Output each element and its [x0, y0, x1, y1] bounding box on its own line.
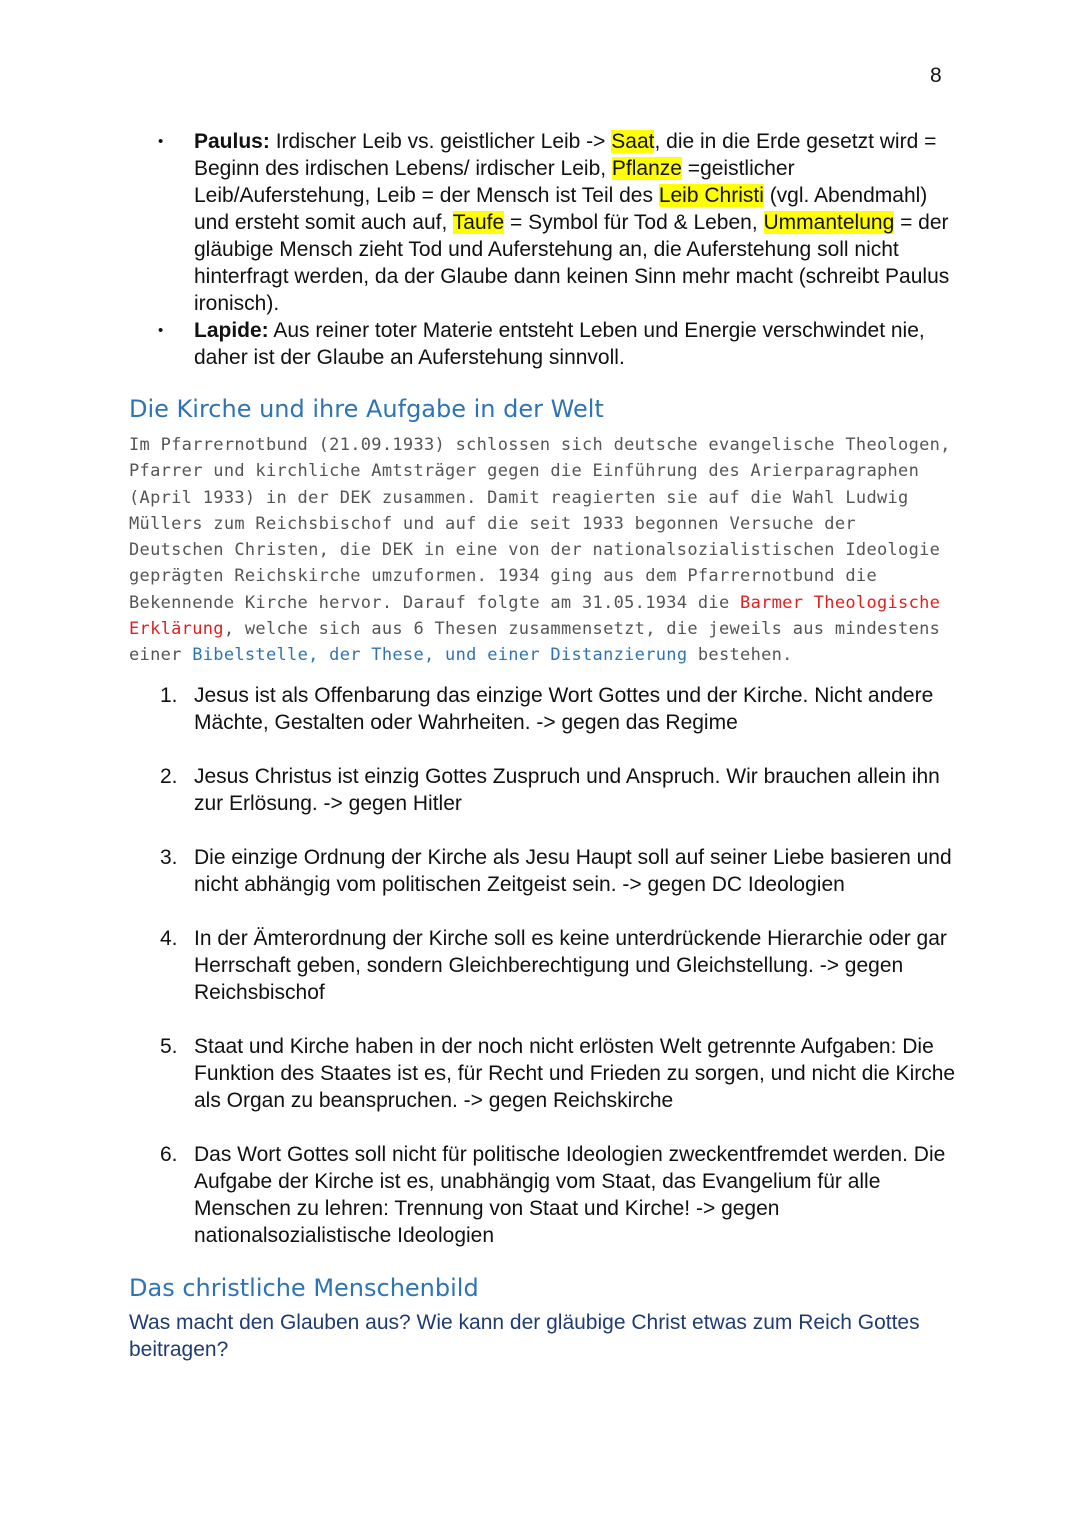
theses-list — [0, 682, 1080, 1249]
thesis-item — [0, 1033, 1080, 1114]
paragraph-text: Im Pfarrernotbund (21.09.1933) schlossen sich deutsche evangelische Theologen, Pfarrer und kirchliche Amtsträger gegen die Einführung des Arierparagraphen (April 1933) in der DEK zusammen. Damit reagierten sie auf die Wahl Ludwig Müllers zum Reichsbischof und auf die seit 1933 begonnen Versuche der Deutschen Christen, die DEK in eine von der nationalsozialistischen Ideologie geprägten Reichskirche umzuformen. 1934 ging aus dem Pfarrernotbund die Bekennende Kirche hervor. Darauf folgte am 31.05.1934 die — [129, 435, 951, 613]
thesis-number: 3. — [160, 846, 178, 869]
thesis-item — [0, 844, 1080, 898]
thesis-text: Das Wort Gottes soll nicht für politische Ideologien zweckentfremdet werden. Die Aufgabe der Kirche ist es, unabhängig vom Staat, das Evangelium für alle Menschen zu lehren: Trennung von Staat und Kirche! -> gegen nationalsozialistische Ideologien — [194, 1143, 946, 1247]
intro-paragraph — [129, 432, 959, 669]
page-number: 8 — [930, 64, 942, 87]
bullet-dot-icon: • — [158, 133, 164, 150]
highlighted-term: Leib Christi — [658, 184, 764, 207]
thesis-text: Jesus ist als Offenbarung das einzige Wort Gottes und der Kirche. Nicht andere Mächte, Gestalten oder Wahrheiten. -> gegen das Regime — [194, 684, 934, 734]
thesis-number: 2. — [160, 765, 178, 788]
bullet-text: Irdischer Leib vs. geistlicher Leib -> — [269, 130, 612, 153]
bullet-list — [0, 128, 1080, 371]
bullet-text: = Symbol für Tod & Leben, — [504, 211, 764, 234]
bullet-lead: Paulus: — [194, 130, 270, 153]
bullet-lead: Lapide: — [194, 319, 269, 342]
highlighted-term: Taufe — [452, 211, 505, 234]
thesis-number: 4. — [160, 927, 178, 950]
thesis-number: 6. — [160, 1143, 178, 1166]
bullet-item — [0, 128, 1080, 317]
highlighted-term: Saat — [611, 130, 655, 153]
bullet-item — [0, 317, 1080, 371]
thesis-number: 1. — [160, 684, 178, 707]
bullet-text: = der gläubige Mensch zieht Tod und Auferstehung an, die Auferstehung soll nicht hinterfragt werden, da der Glaube dann keinen Sinn mehr macht (schreibt Paulus ironisch). — [194, 211, 950, 315]
thesis-text: Staat und Kirche haben in der noch nicht erlösten Welt getrennte Aufgaben: Die Funktion des Staates ist es, für Recht und Frieden zu sorgen, und nicht die Kirche als Organ zu beanspruchen. -> gegen Reichskirche — [194, 1035, 956, 1112]
paragraph-emphasis: Bibelstelle, der These, und einer Distanzierung — [192, 645, 688, 666]
section-question: Was macht den Glauben aus? Wie kann der gläubige Christ etwas zum Reich Gottes beitragen? — [129, 1311, 920, 1361]
section-heading-kirche: Die Kirche und ihre Aufgabe in der Welt — [129, 395, 604, 423]
bullet-text: =geistlicher Leib/Auferstehung, Leib = der Mensch ist Teil des — [194, 157, 795, 207]
bullet-dot-icon: • — [158, 322, 164, 339]
thesis-item — [0, 763, 1080, 817]
thesis-text: Die einzige Ordnung der Kirche als Jesu Haupt soll auf seiner Liebe basieren und nicht abhängig vom politischen Zeitgeist sein. -> gegen DC Ideologien — [194, 846, 952, 896]
thesis-item — [0, 682, 1080, 736]
paragraph-text: bestehen. — [687, 645, 793, 666]
bullet-text: Aus reiner toter Materie entsteht Leben und Energie verschwindet nie, daher ist der Glaube an Auferstehung sinnvoll. — [194, 319, 925, 369]
thesis-text: Jesus Christus ist einzig Gottes Zuspruch und Anspruch. Wir brauchen allein ihn zur Erlösung. -> gegen Hitler — [194, 765, 940, 815]
paragraph-text: , welche sich aus 6 Thesen zusammensetzt, die jeweils aus mindestens einer — [129, 619, 941, 666]
section-heading-menschenbild: Das christliche Menschenbild — [129, 1274, 479, 1302]
highlighted-term: Ummantelung — [763, 211, 895, 234]
bullet-text: , die in die Erde gesetzt wird = Beginn des irdischen Lebens/ irdischer Leib, — [194, 130, 937, 180]
bullet-text: (vgl. Abendmahl) und ersteht somit auch auf, — [194, 184, 928, 234]
thesis-item — [0, 1141, 1080, 1249]
thesis-number: 5. — [160, 1035, 178, 1058]
paragraph-emphasis: Barmer Theologische Erklärung — [129, 592, 941, 640]
highlighted-term: Pflanze — [611, 157, 682, 180]
thesis-text: In der Ämterordnung der Kirche soll es keine unterdrückende Hierarchie oder gar Herrschaft geben, sondern Gleichberechtigung und Gleichstellung. -> gegen Reichsbischof — [194, 927, 947, 1004]
thesis-item — [0, 925, 1080, 1006]
